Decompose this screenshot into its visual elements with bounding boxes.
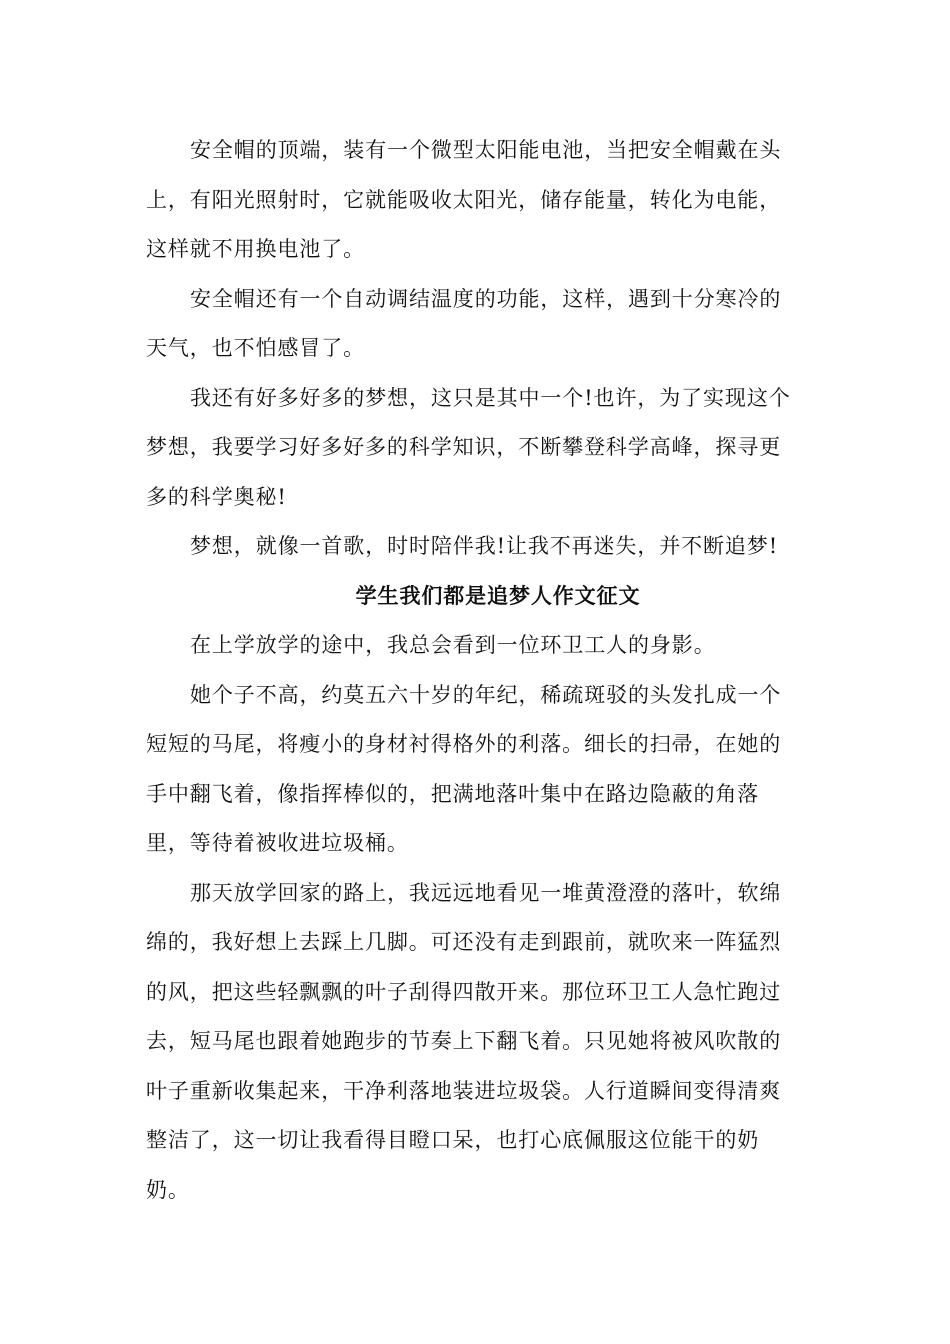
text-line: 梦想，就像一首歌，时时陪伴我!让我不再迷失，并不断追梦! xyxy=(190,534,779,558)
text-line: 去，短马尾也跟着她跑步的节奏上下翻飞着。只见她将被风吹散的 xyxy=(146,1029,782,1053)
text-line: 天气，也不怕感冒了。 xyxy=(146,336,365,360)
paragraph xyxy=(146,522,806,572)
paragraph xyxy=(146,869,806,1216)
text-line: 安全帽还有一个自动调结温度的功能，这样，遇到十分寒冷的 xyxy=(190,286,782,311)
essay-title: 学生我们都是追梦人作文征文 xyxy=(355,583,641,608)
text-line: 短短的马尾，将瘦小的身材衬得格外的利落。细长的扫帚，在她的 xyxy=(146,732,782,756)
text-line: 这样就不用换电池了。 xyxy=(146,237,365,261)
paragraph xyxy=(146,671,806,869)
document-body xyxy=(146,126,806,1215)
paragraph xyxy=(146,374,806,523)
text-line: 整洁了，这一切让我看得目瞪口呆，也打心底佩服这位能干的奶 xyxy=(146,1128,760,1152)
paragraph xyxy=(146,621,806,671)
text-line: 那天放学回家的路上，我远远地看见一堆黄澄澄的落叶，软绵 xyxy=(190,880,782,905)
text-line: 我还有好多好多的梦想，这只是其中一个!也许，为了实现这个 xyxy=(190,385,791,410)
text-line: 的风，把这些轻飘飘的叶子刮得四散开来。那位环卫工人急忙跑过 xyxy=(146,979,782,1004)
text-line: 多的科学奥秘! xyxy=(146,484,287,509)
text-line: 手中翻飞着，像指挥棒似的，把满地落叶集中在路边隐蔽的角落 xyxy=(146,781,760,806)
paragraph xyxy=(146,126,806,275)
text-line: 安全帽的顶端，装有一个微型太阳能电池，当把安全帽戴在头 xyxy=(190,138,782,162)
paragraph xyxy=(146,275,806,374)
text-line: 奶。 xyxy=(146,1177,190,1202)
text-line: 在上学放学的途中，我总会看到一位环卫工人的身影。 xyxy=(190,633,716,657)
text-line: 叶子重新收集起来，干净利落地装进垃圾袋。人行道瞬间变得清爽 xyxy=(146,1078,782,1103)
text-line: 绵的，我好想上去踩上几脚。可还没有走到跟前，就吹来一阵猛烈 xyxy=(146,930,782,954)
text-line: 里，等待着被收进垃圾桶。 xyxy=(146,831,409,855)
text-line: 上，有阳光照射时，它就能吸收太阳光，储存能量，转化为电能， xyxy=(146,187,782,212)
text-line: 她个子不高，约莫五六十岁的年纪，稀疏斑驳的头发扎成一个 xyxy=(190,682,782,707)
text-line: 梦想，我要学习好多好多的科学知识，不断攀登科学高峰，探寻更 xyxy=(146,435,782,459)
